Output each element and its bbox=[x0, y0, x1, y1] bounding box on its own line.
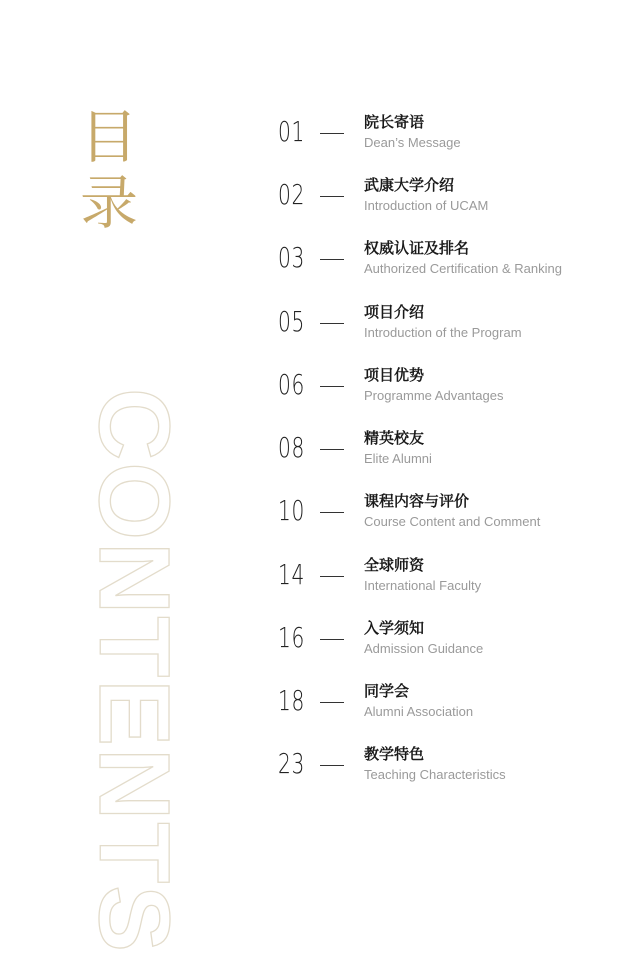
toc-title-cn: 武康大学介绍 bbox=[364, 176, 455, 194]
toc-page-number: 10 bbox=[278, 494, 306, 527]
toc-title-en: Authorized Certification & Ranking bbox=[364, 261, 562, 276]
toc-dash bbox=[320, 133, 344, 134]
toc-dash bbox=[320, 259, 344, 260]
toc-title-cn: 全球师资 bbox=[364, 556, 425, 574]
toc-title-en: International Faculty bbox=[364, 578, 482, 593]
toc-title-cn: 教学特色 bbox=[364, 745, 425, 763]
toc-title-en: Introduction of the Program bbox=[364, 325, 522, 340]
toc-title-en: Introduction of UCAM bbox=[364, 198, 489, 213]
toc-title-en: Dean’s Message bbox=[364, 135, 461, 150]
toc-page-number: 18 bbox=[278, 684, 306, 717]
toc-item-01[interactable] bbox=[278, 113, 618, 161]
toc-dash bbox=[320, 702, 344, 703]
toc-page-number: 16 bbox=[278, 621, 306, 654]
toc-dash bbox=[320, 196, 344, 197]
toc-item-14[interactable] bbox=[278, 556, 618, 604]
toc-item-05[interactable] bbox=[278, 303, 618, 351]
toc-item-23[interactable] bbox=[278, 745, 618, 793]
toc-item-08[interactable] bbox=[278, 429, 618, 477]
toc-page-number: 01 bbox=[278, 115, 306, 148]
toc-page-number: 08 bbox=[278, 431, 306, 464]
toc-title-en: Alumni Association bbox=[364, 704, 474, 719]
toc-page-number: 14 bbox=[278, 558, 306, 591]
toc-item-02[interactable] bbox=[278, 176, 618, 224]
contents-title-en: CONTENTS bbox=[78, 388, 190, 954]
toc-title-en: Course Content and Comment bbox=[364, 514, 541, 529]
toc-page-number: 06 bbox=[278, 368, 306, 401]
toc-dash bbox=[320, 512, 344, 513]
toc-item-16[interactable] bbox=[278, 619, 618, 667]
toc-title-cn: 入学须知 bbox=[364, 619, 425, 637]
toc-dash bbox=[320, 323, 344, 324]
title-cn-line2: 录 bbox=[80, 169, 139, 237]
toc-title-cn: 权威认证及排名 bbox=[364, 239, 470, 257]
toc-title-en: Admission Guidance bbox=[364, 641, 484, 656]
toc-title-cn: 项目优势 bbox=[364, 366, 425, 384]
toc-title-cn: 院长寄语 bbox=[364, 113, 425, 131]
toc-page-number: 05 bbox=[278, 305, 306, 338]
toc-dash bbox=[320, 639, 344, 640]
toc-title-cn: 项目介绍 bbox=[364, 303, 425, 321]
toc-item-18[interactable] bbox=[278, 682, 618, 730]
toc-dash bbox=[320, 576, 344, 577]
toc-title-cn: 课程内容与评价 bbox=[364, 492, 470, 510]
title-cn-line1: 目 bbox=[80, 103, 139, 171]
toc-page-number: 02 bbox=[278, 178, 306, 211]
toc-page-number: 03 bbox=[278, 241, 306, 274]
toc-item-03[interactable] bbox=[278, 239, 618, 287]
toc-dash bbox=[320, 765, 344, 766]
toc-item-06[interactable] bbox=[278, 366, 618, 414]
toc-title-en: Elite Alumni bbox=[364, 451, 432, 466]
toc-dash bbox=[320, 386, 344, 387]
toc-title-en: Programme Advantages bbox=[364, 388, 504, 403]
toc-page-number: 23 bbox=[278, 747, 306, 780]
toc-title-en: Teaching Characteristics bbox=[364, 767, 506, 782]
toc-title-cn: 精英校友 bbox=[364, 429, 425, 447]
toc-dash bbox=[320, 449, 344, 450]
toc-title-cn: 同学会 bbox=[364, 682, 410, 700]
toc-item-10[interactable] bbox=[278, 492, 618, 540]
